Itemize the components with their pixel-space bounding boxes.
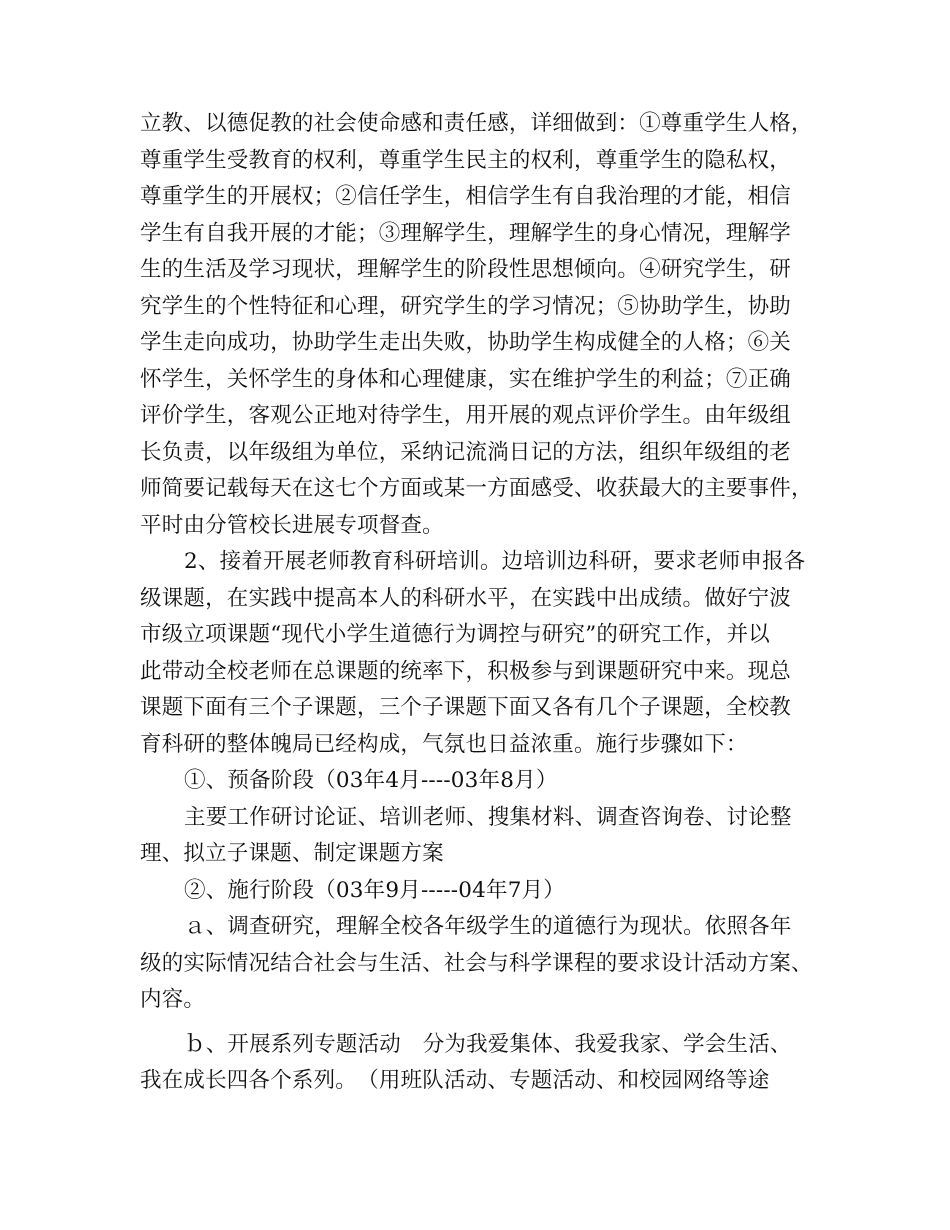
text-line: 级的实际情况结合社会与生活、社会与科学课程的要求设计活动方案、 xyxy=(140,950,813,976)
text-line: 育科研的整体魄局已经构成，气氛也日益浓重。施行步骤如下： xyxy=(140,731,748,757)
text-line: 怀学生，关怀学生的身体和心理健康，实在维护学生的利益；⑦正确 xyxy=(140,366,792,392)
stage-heading: ①、预备阶段（03年4月----03年8月） xyxy=(184,768,558,793)
text-line: 学生走向成功，协助学生走出失败，协助学生构成健全的人格；⑥关 xyxy=(140,330,792,355)
text-line: 尊重学生的开展权；②信任学生，相信学生有自我治理的才能，相信 xyxy=(140,184,792,209)
text-line: 究学生的个性特征和心理，研究学生的学习情况；⑤协助学生，协助 xyxy=(140,293,792,319)
paragraph-start-line: 2、接着开展老师教育科研培训。边培训边科研，要求老师申报各 xyxy=(184,549,806,574)
paragraph-start-line: ｂ、开展系列专题活动 分为我爱集体、我爱我家、学会生活、 xyxy=(184,1031,792,1057)
text-line: 学生有自我开展的才能；③理解学生，理解学生的身心情况，理解学 xyxy=(140,220,792,246)
text-line: 生的生活及学习现状，理解学生的阶段性思想倾向。④研究学生，研 xyxy=(140,257,792,282)
text-line: 此带动全校老师在总课题的统率下，积极参与到课题研究中来。现总 xyxy=(140,658,792,684)
text-line: 课题下面有三个子课题，三个子课题下面又各有几个子课题，全校教 xyxy=(140,695,792,720)
text-line: 理、拟立子课题、制定课题方案 xyxy=(140,841,444,866)
text-line: 立教、以德促教的社会使命感和责任感，详细做到：①尊重学生人格， xyxy=(140,111,813,136)
stage-heading: ②、施行阶段（03年9月-----04年7月） xyxy=(184,877,565,903)
text-line: 级课题，在实践中提高本人的科研水平，在实践中出成绩。做好宁波 xyxy=(140,585,792,611)
paragraph-start-line: ａ、调查研究，理解全校各年级学生的道德行为现状。依照各年 xyxy=(184,914,792,939)
paragraph-start-line: 主要工作研讨论证、培训老师、搜集材料、调查咨询卷、讨论整 xyxy=(184,804,792,830)
paragraph-gap xyxy=(140,1019,840,1027)
text-line: 平时由分管校长进展专项督查。 xyxy=(140,512,444,538)
text-line: 师简要记载每天在这七个方面或某一方面感受、收获最大的主要事件， xyxy=(140,476,813,501)
text-line: 内容。 xyxy=(140,987,206,1012)
text-line: 市级立项课题“现代小学生道德行为调控与研究”的研究工作，并以 xyxy=(140,622,770,647)
document-page xyxy=(140,106,840,1100)
text-line: 长负责，以年级组为单位，采纳记流淌日记的方法，组织年级组的老 xyxy=(140,439,792,465)
text-line: 尊重学生受教育的权利，尊重学生民主的权利，尊重学生的隐私权， xyxy=(140,147,792,173)
text-line: 评价学生，客观公正地对待学生，用开展的观点评价学生。由年级组 xyxy=(140,403,792,428)
text-line: 我在成长四各个系列。 （用班队活动、专题活动、和校园网络等途 xyxy=(140,1068,770,1093)
